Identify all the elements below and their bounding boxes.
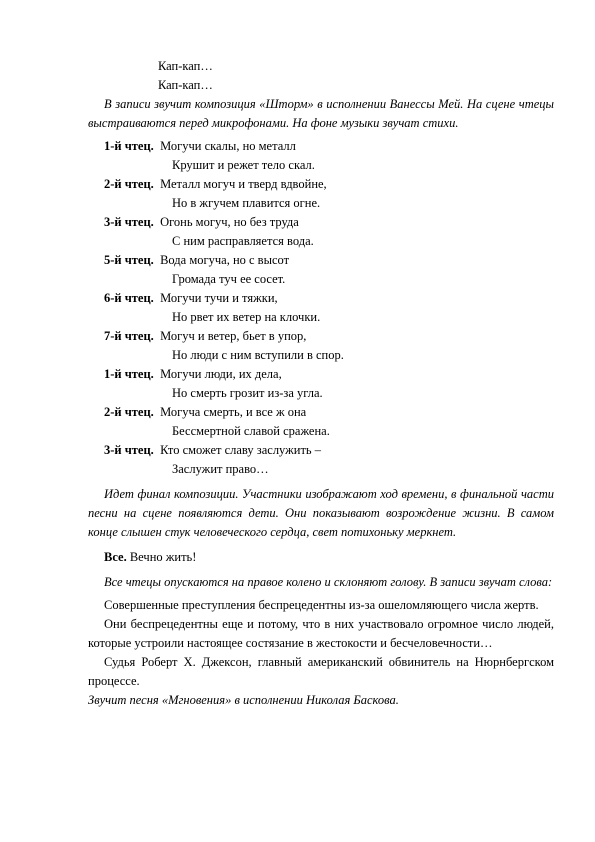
speaker-label: 7-й чтец. xyxy=(104,329,154,343)
verse-block xyxy=(88,175,554,213)
verse-first-line xyxy=(88,403,554,422)
verse-line-2: Но в жгучем плавится огне. xyxy=(172,196,321,210)
verse-line-2: Но смерть грозит из-за угла. xyxy=(172,386,323,400)
verse-block xyxy=(88,327,554,365)
stage-direction-2: Идет финал композиции. Участники изображают ход времени, в финальной части песни на сцене появляются дети. Они показывают возрождение жизни. В самом конце слышен стук человеческого сердца, свет потихоньку меркнет. xyxy=(88,487,554,539)
verse-line-1: Могучи скалы, но металл xyxy=(160,139,296,153)
speaker-label: 3-й чтец. xyxy=(104,215,154,229)
verse-line-1: Могучи люди, их дела, xyxy=(160,367,282,381)
verse-line-2: Заслужит право… xyxy=(172,462,269,476)
speaker-label: 1-й чтец. xyxy=(104,367,154,381)
verse-line-1: Металл могуч и тверд вдвойне, xyxy=(160,177,327,191)
verse-first-line xyxy=(88,365,554,384)
verse-line-2: Но люди с ним вступили в спор. xyxy=(172,348,344,362)
verse-first-line xyxy=(88,213,554,232)
verse-line-1: Вода могуча, но с высот xyxy=(160,253,290,267)
speaker-label: 2-й чтец. xyxy=(104,177,154,191)
all-line-text: Вечно жить! xyxy=(129,550,197,564)
verse-line-1: Огонь могуч, но без труда xyxy=(160,215,299,229)
verse-block xyxy=(88,213,554,251)
opening-line-1: Кап-кап… xyxy=(158,59,213,73)
verse-line-1: Кто сможет славу заслужить – xyxy=(160,443,322,457)
speaker-label: 1-й чтец. xyxy=(104,139,154,153)
verse-block xyxy=(88,365,554,403)
speaker-label: 5-й чтец. xyxy=(104,253,154,267)
speaker-label: 2-й чтец. xyxy=(104,405,154,419)
speaker-label: 6-й чтец. xyxy=(104,291,154,305)
verse-line-2: С ним расправляется вода. xyxy=(172,234,314,248)
verse-first-line xyxy=(88,327,554,346)
verse-block xyxy=(88,137,554,175)
verse-block xyxy=(88,403,554,441)
verse-line-1: Могуч и ветер, бьет в упор, xyxy=(160,329,307,343)
verse-line-1: Могуча смерть, и все ж она xyxy=(160,405,307,419)
verse-block xyxy=(88,251,554,289)
document-content xyxy=(88,57,554,710)
final-stage-direction: Звучит песня «Мгновения» в исполнении Николая Баскова. xyxy=(88,693,399,707)
verse-first-line xyxy=(88,441,554,460)
verse-block xyxy=(88,289,554,327)
verse-first-line xyxy=(88,251,554,270)
stage-direction-1: В записи звучит композиция «Шторм» в исполнении Ванессы Мей. На сцене чтецы выстраиваются перед микрофонами. На фоне музыки звучат стихи. xyxy=(88,97,554,130)
verse-line-1: Могучи тучи и тяжки, xyxy=(160,291,278,305)
verse-line-2: Но рвет их ветер на клочки. xyxy=(172,310,321,324)
verse-line-2: Громада туч ее сосет. xyxy=(172,272,286,286)
stage-direction-3: Все чтецы опускаются на правое колено и склоняют голову. В записи звучат слова: xyxy=(104,575,553,589)
verse-line-2: Крушит и режет тело скал. xyxy=(172,158,315,172)
quote-paragraph-1: Совершенные преступления беспрецедентны из-за ошеломляющего числа жертв. xyxy=(104,598,539,612)
quote-attribution: Судья Роберт Х. Джексон, главный американский обвинитель на Нюрнбергском процессе. xyxy=(88,655,554,688)
verse-line-2: Бессмертной славой сражена. xyxy=(172,424,330,438)
verse-first-line xyxy=(88,289,554,308)
verses-list xyxy=(88,137,554,479)
verse-first-line xyxy=(88,175,554,194)
speaker-label: 3-й чтец. xyxy=(104,443,154,457)
all-readers-line xyxy=(88,548,554,567)
opening-line-2: Кап-кап… xyxy=(158,78,213,92)
quote-paragraph-2: Они беспрецедентны еще и потому, что в них участвовало огромное число людей, которые устроили настоящее состязание в жестокости и бесчеловечности… xyxy=(88,617,554,650)
all-speaker: Все. xyxy=(104,550,127,564)
verse-block xyxy=(88,441,554,479)
verse-first-line xyxy=(88,137,554,156)
